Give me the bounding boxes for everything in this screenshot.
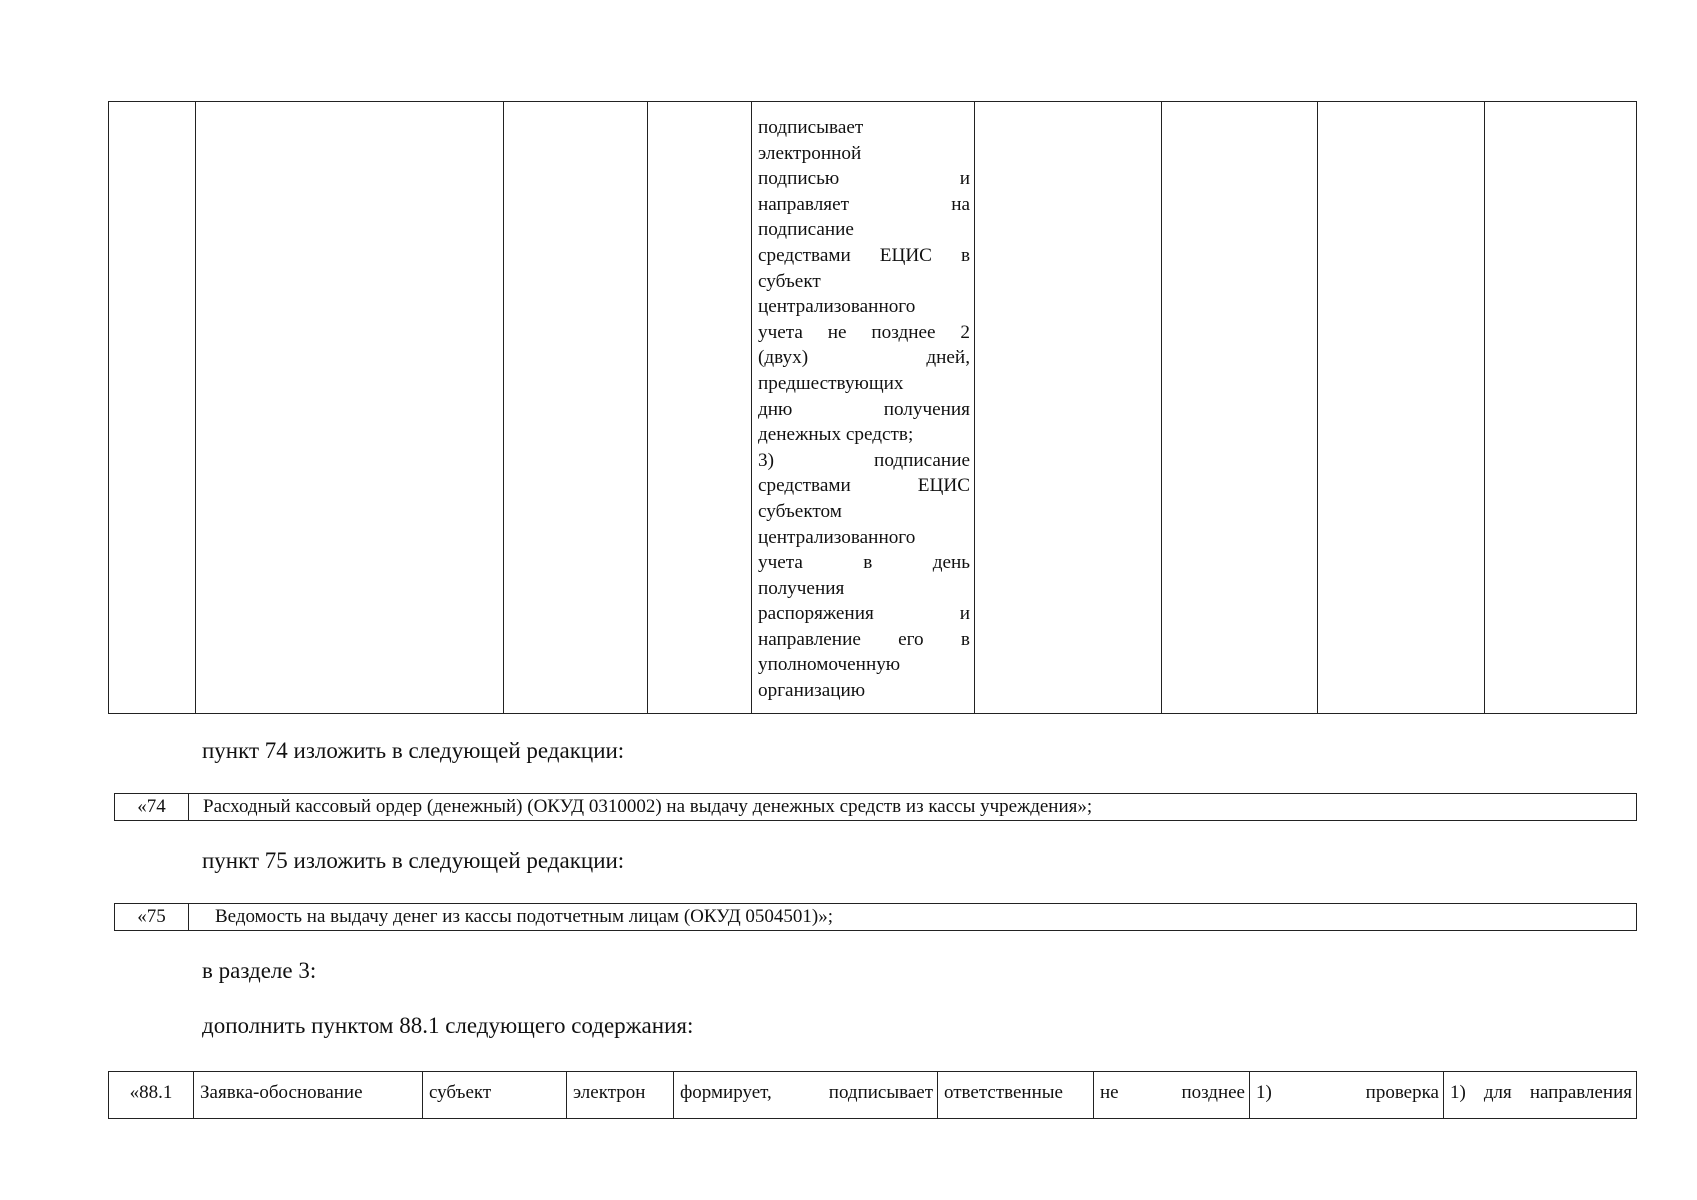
cell-line: предшествующих xyxy=(758,372,904,394)
table-cell xyxy=(1162,102,1318,714)
table-cell xyxy=(109,102,196,714)
item-74-table xyxy=(114,793,1637,821)
cell-line: распоряжения и xyxy=(758,603,970,625)
cell-line: средствами ЕЦИС xyxy=(758,475,970,497)
item-text: Ведомость на выдачу денег из кассы подотчетным лицам (ОКУД 0504501)»; xyxy=(189,904,1637,931)
table-cell xyxy=(196,102,504,714)
cell-line: (двух) дней, xyxy=(758,347,970,369)
table-row xyxy=(109,102,1637,714)
cell-line: подписание xyxy=(758,219,854,241)
table-row xyxy=(115,904,1637,931)
table-cell xyxy=(648,102,752,714)
responsible-cell: ответственные xyxy=(938,1072,1094,1119)
instruction-paragraph-75: пункт 75 изложить в следующей редакции: xyxy=(202,848,625,873)
section-paragraph: в разделе 3: xyxy=(202,958,317,983)
subject-cell: субъект xyxy=(423,1072,567,1119)
document-name-cell: Заявка-обоснование xyxy=(194,1072,423,1119)
addition-paragraph: дополнить пунктом 88.1 следующего содержания: xyxy=(202,1013,694,1038)
cell-line: централизованного xyxy=(758,296,916,318)
table-cell xyxy=(975,102,1162,714)
cell-line: получения xyxy=(758,577,845,599)
item-text: Расходный кассовый ордер (денежный) (ОКУД 0310002) на выдачу денежных средств из кассы учреждения»; xyxy=(189,794,1637,821)
instruction-paragraph-74: пункт 74 изложить в следующей редакции: xyxy=(202,738,625,763)
item-number: «75 xyxy=(115,904,189,931)
table-cell xyxy=(1485,102,1637,714)
cell-line: 3) подписание xyxy=(758,449,970,471)
cell-line: учета не позднее 2 xyxy=(758,321,970,343)
cell-line: субъект xyxy=(758,270,821,292)
cell-line: средствами ЕЦИС в xyxy=(758,244,970,266)
procedure-cell xyxy=(752,102,975,714)
check-cell: 1) проверка xyxy=(1250,1072,1444,1119)
table-row xyxy=(109,1072,1637,1119)
cell-line: централизованного xyxy=(758,526,916,548)
cell-line: дню получения xyxy=(758,398,970,420)
item-88-1-table xyxy=(108,1071,1637,1119)
purpose-cell: 1) для направления xyxy=(1444,1072,1637,1119)
cell-line: направляет на xyxy=(758,193,970,215)
cell-line: денежных средств; xyxy=(758,424,914,446)
table-cell xyxy=(504,102,648,714)
item-75-table xyxy=(114,903,1637,931)
item-number: «88.1 xyxy=(109,1072,194,1119)
cell-line: подписью и xyxy=(758,168,970,190)
table-row xyxy=(115,794,1637,821)
table-cell xyxy=(1318,102,1485,714)
cell-line: субъектом xyxy=(758,500,842,522)
format-cell: электрон xyxy=(567,1072,674,1119)
continued-table xyxy=(108,101,1637,714)
cell-line: подписывает xyxy=(758,117,864,138)
cell-line: направление его в xyxy=(758,628,970,650)
cell-line: организацию xyxy=(758,680,866,702)
cell-line: уполномоченную xyxy=(758,654,901,676)
deadline-cell: не позднее xyxy=(1094,1072,1250,1119)
item-number: «74 xyxy=(115,794,189,821)
cell-line: электронной xyxy=(758,142,862,164)
action-cell: формирует, подписывает xyxy=(674,1072,938,1119)
cell-line: учета в день xyxy=(758,552,970,574)
